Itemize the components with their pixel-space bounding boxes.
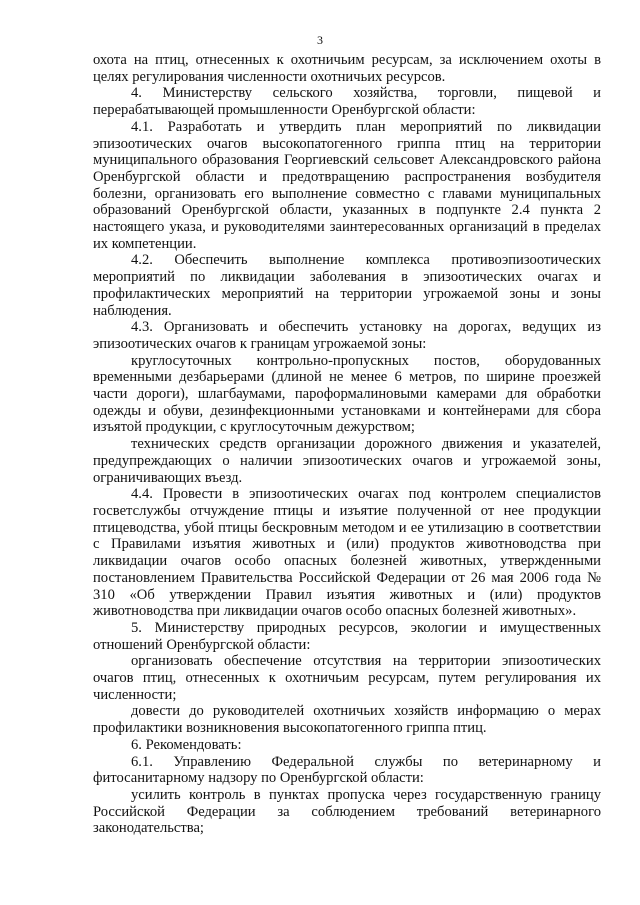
paragraph-continuation: охота на птиц, отнесенных к охотничьим ресурсам, за исключением охоты в целях регулирования численности охотничьих ресурсов.	[93, 52, 601, 85]
paragraph-item-6-1: 6.1. Управлению Федеральной службы по ветеринарному и фитосанитарному надзору по Оренбургской области:	[93, 753, 601, 787]
paragraph-item-4-1: 4.1. Разработать и утвердить план мероприятий по ликвидации эпизоотических очагов высокопатогенного гриппа птиц на территории муниципального образования Георгиевский сельсовет Александровского района Оренбургской области и предотвращению распространения возбудителя болезни, организовать его выполнение совместно с главами муниципальных образований Оренбургской области, указанных в подпункте 2.4 пункта 2 настоящего указа, и руководителями заинтересованных организаций в пределах их компетенции.	[93, 118, 601, 252]
paragraph-checkpoints: круглосуточных контрольно-пропускных постов, оборудованных временными дезбарьерами (длиной не менее 6 метров, по ширине проезжей части дороги), шлагбаумами, пароформалиновыми камерами для обработки одежды и обуви, дезинфекционными установками и контейнерами для сбора изъятой продукции, с круглосуточным дежурством;	[93, 352, 601, 436]
paragraph-item-4-2: 4.2. Обеспечить выполнение комплекса противоэпизоотических мероприятий по ликвидации заболевания в эпизоотических очагах и профилактических мероприятий на территории угрожаемой зоны и зоны наблюдения.	[93, 252, 601, 319]
paragraph-item-6: 6. Рекомендовать:	[131, 736, 242, 753]
paragraph-border-control: усилить контроль в пунктах пропуска через государственную границу Российской Федерации за соблюдением требований ветеринарного законодательства;	[93, 786, 601, 837]
paragraph-road-signs: технических средств организации дорожного движения и указателей, предупреждающих о наличии эпизоотических очагов и угрожаемой зоны, ограничивающих въезд.	[93, 436, 601, 486]
paragraph-item-5: 5. Министерству природных ресурсов, экологии и имущественных отношений Оренбургской области:	[93, 619, 601, 653]
paragraph-item-4: 4. Министерству сельского хозяйства, торговли, пищевой и перерабатывающей промышленности Оренбургской области:	[93, 85, 601, 119]
paragraph-inform: довести до руководителей охотничьих хозяйств информацию о мерах профилактики возникновения высокопатогенного гриппа птиц.	[93, 703, 601, 737]
paragraph-item-4-3: 4.3. Организовать и обеспечить установку на дорогах, ведущих из эпизоотических очагов к границам угрожаемой зоны:	[93, 319, 601, 352]
paragraph-item-4-4: 4.4. Провести в эпизоотических очагах под контролем специалистов госветслужбы отчуждение птицы и изъятие полученной от нее продукции птицеводства, убой птицы бескровным методом и ее утилизацию в соответствии с Правилами изъятия животных и (или) продуктов животноводства при ликвидации очагов особо опасных болезней животных, утвержденными постановлением Правительства Российской Федерации от 26 мая 2006 года № 310 «Об утверждении Правил изъятия животных и (или) продуктов животноводства при ликвидации очагов особо опасных болезней животных».	[93, 486, 601, 620]
document-body	[93, 52, 601, 837]
page-number: 3	[317, 33, 323, 47]
paragraph-organize: организовать обеспечение отсутствия на территории эпизоотических очагов птиц, отнесенных к охотничьим ресурсам, путем регулирования их численности;	[93, 653, 601, 703]
